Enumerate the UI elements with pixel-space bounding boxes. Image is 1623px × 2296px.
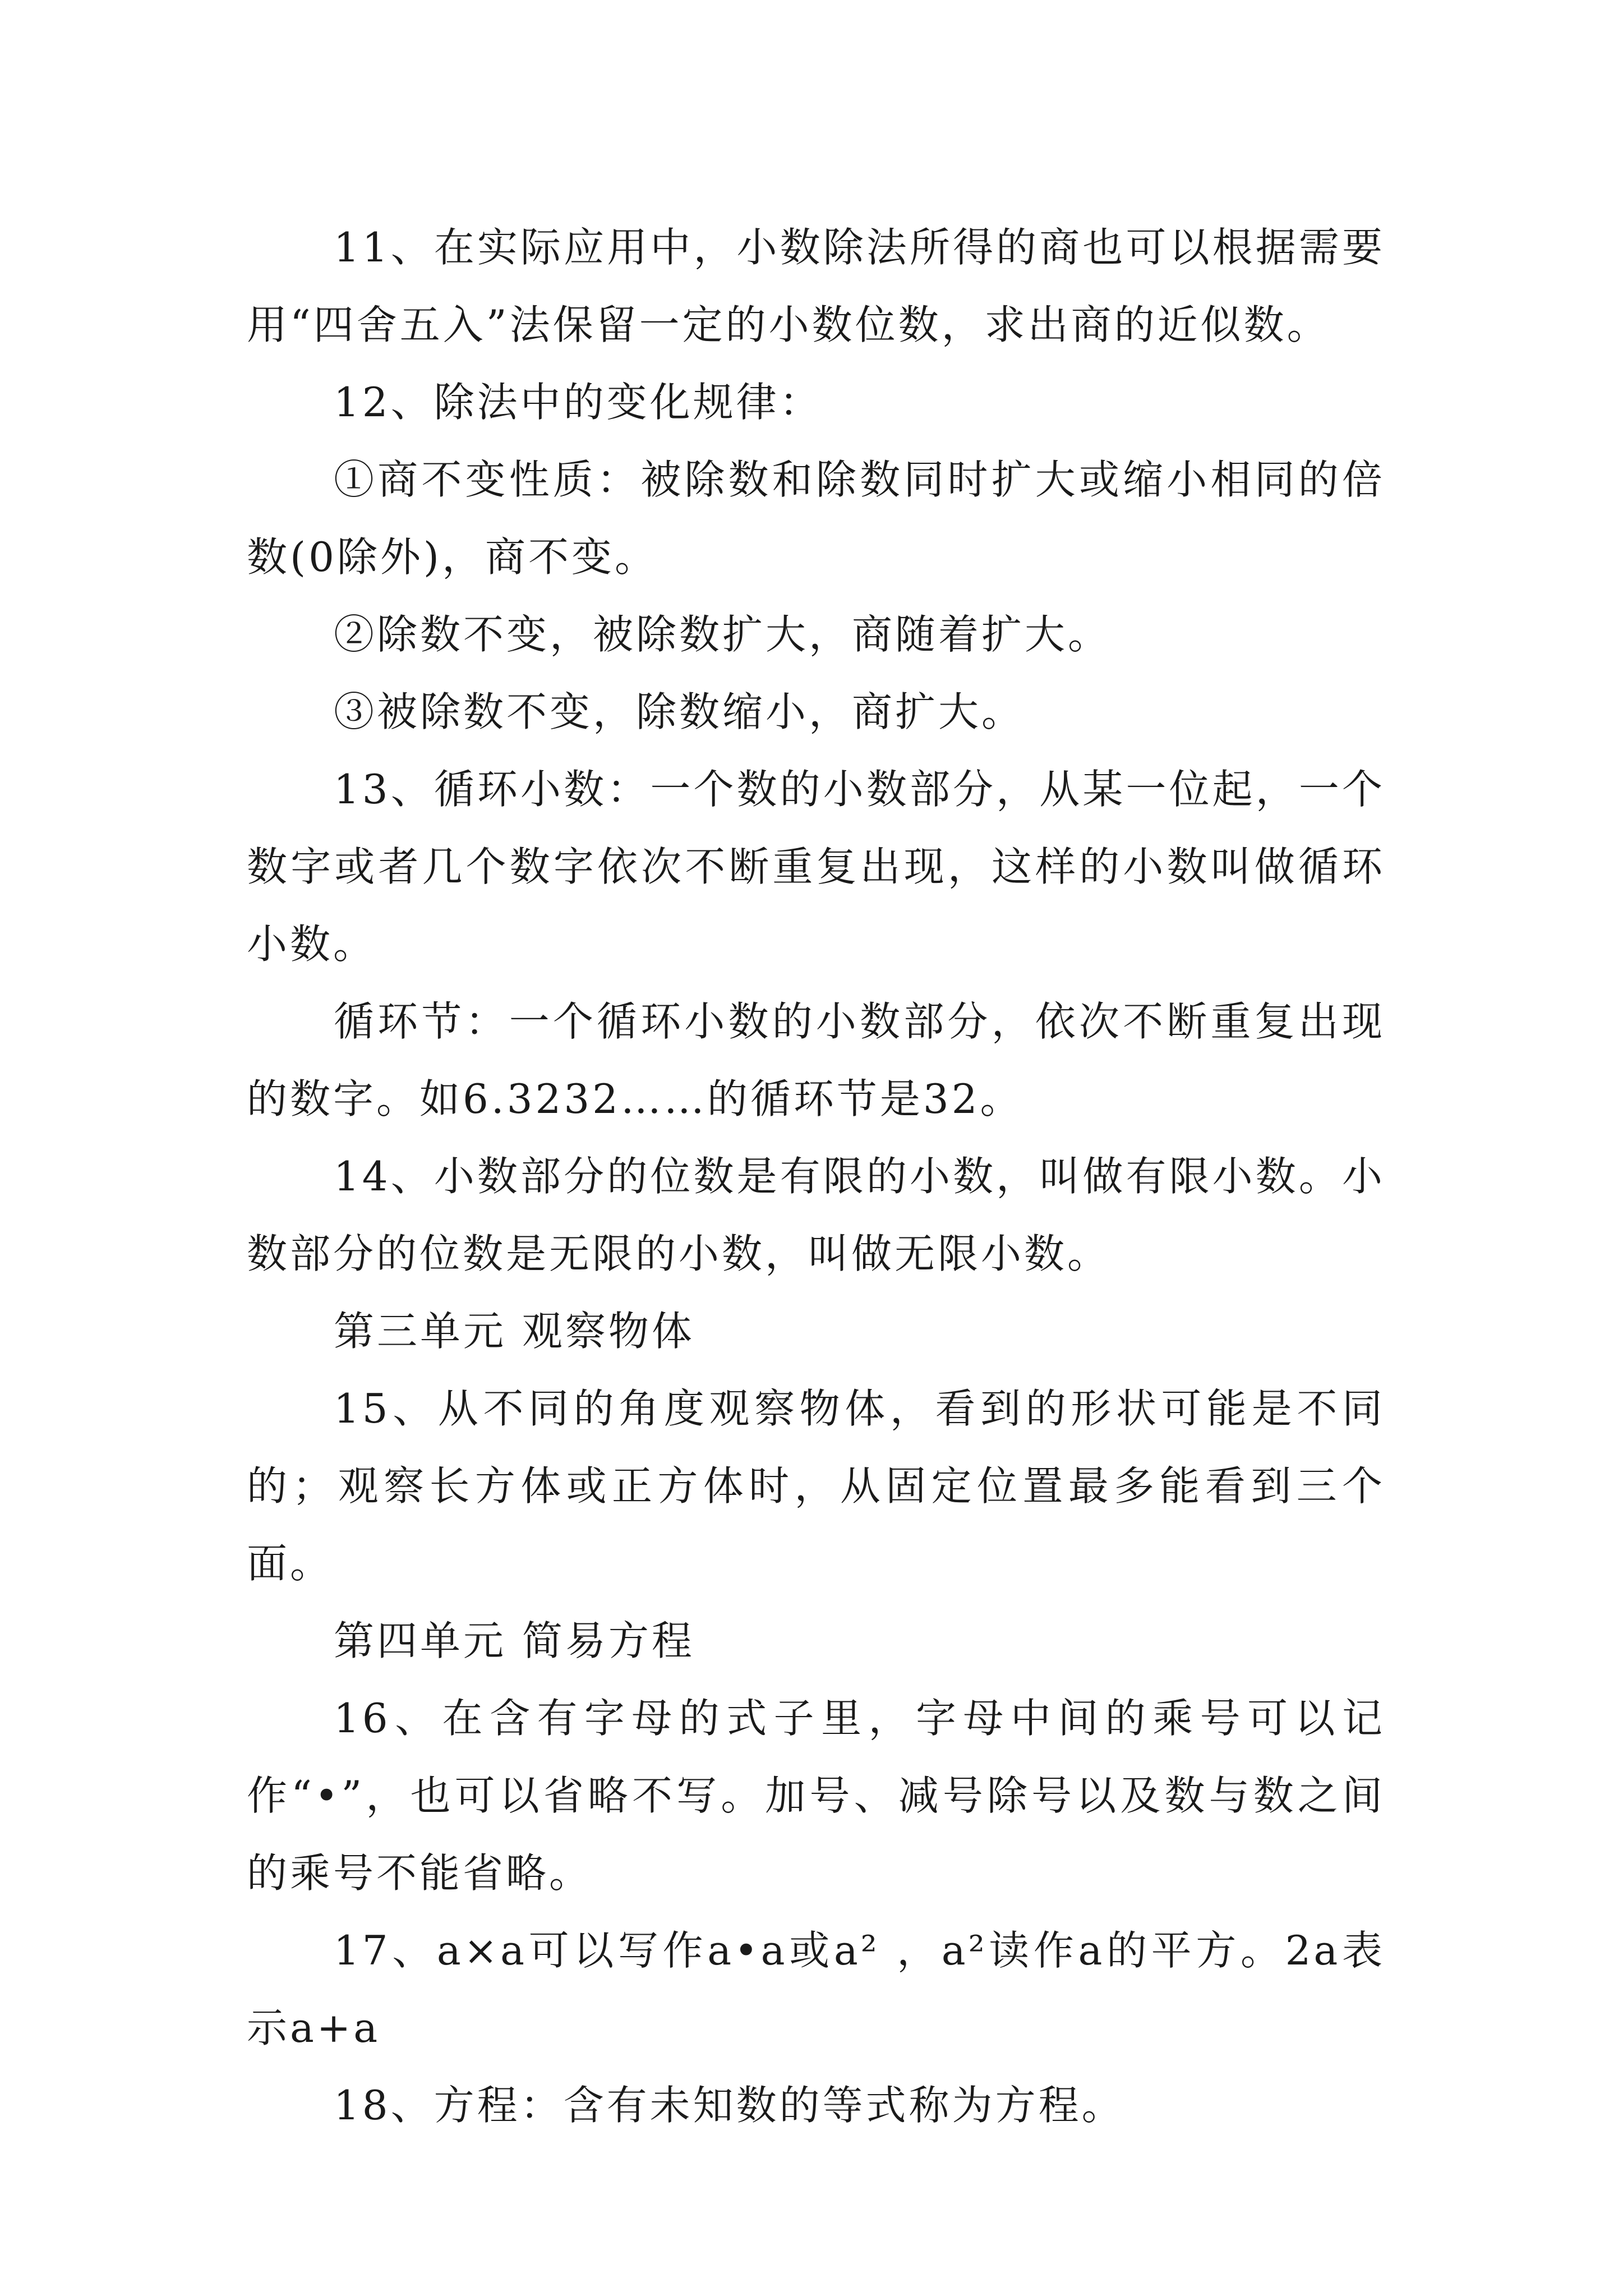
- paragraph-12-rule-1: ①商不变性质：被除数和除数同时扩大或缩小相同的倍数(0除外)，商不变。: [247, 456, 1385, 581]
- unit-4-heading: 第四单元 简易方程: [334, 1617, 695, 1664]
- paragraph-12-rule-3: ③被除数不变，除数缩小，商扩大。: [334, 688, 1025, 735]
- paragraph-12-heading: 12、除法中的变化规律：: [334, 379, 823, 426]
- paragraph-15: 15、从不同的角度观察物体，看到的形状可能是不同的；观察长方体或正方体时，从固定位置最多能看到三个面。: [247, 1385, 1385, 1587]
- paragraph-13-cycle: 循环节：一个循环小数的小数部分，依次不断重复出现的数字。如6.3232……的循环节是32。: [247, 998, 1385, 1122]
- paragraph-12-rule-2: ②除数不变，被除数扩大，商随着扩大。: [334, 611, 1112, 658]
- unit-3-heading: 第三单元 观察物体: [334, 1308, 695, 1355]
- paragraph-17: 17、a×a可以写作a•a或a² ，a²读作a的平方。2a表示a+a: [247, 1927, 1385, 2051]
- paragraph-16: 16、在含有字母的式子里，字母中间的乘号可以记作“•”，也可以省略不写。加号、减号除号以及数与数之间的乘号不能省略。: [247, 1695, 1385, 1897]
- paragraph-18: 18、方程：含有未知数的等式称为方程。: [334, 2082, 1125, 2129]
- paragraph-13: 13、循环小数：一个数的小数部分，从某一位起，一个数字或者几个数字依次不断重复出现，这样的小数叫做循环小数。: [247, 766, 1385, 968]
- paragraph-11: 11、在实际应用中，小数除法所得的商也可以根据需要用“四舍五入”法保留一定的小数位数，求出商的近似数。: [247, 224, 1385, 348]
- paragraph-14: 14、小数部分的位数是有限的小数，叫做有限小数。小数部分的位数是无限的小数，叫做无限小数。: [247, 1153, 1385, 1277]
- document-body: [247, 209, 1385, 2144]
